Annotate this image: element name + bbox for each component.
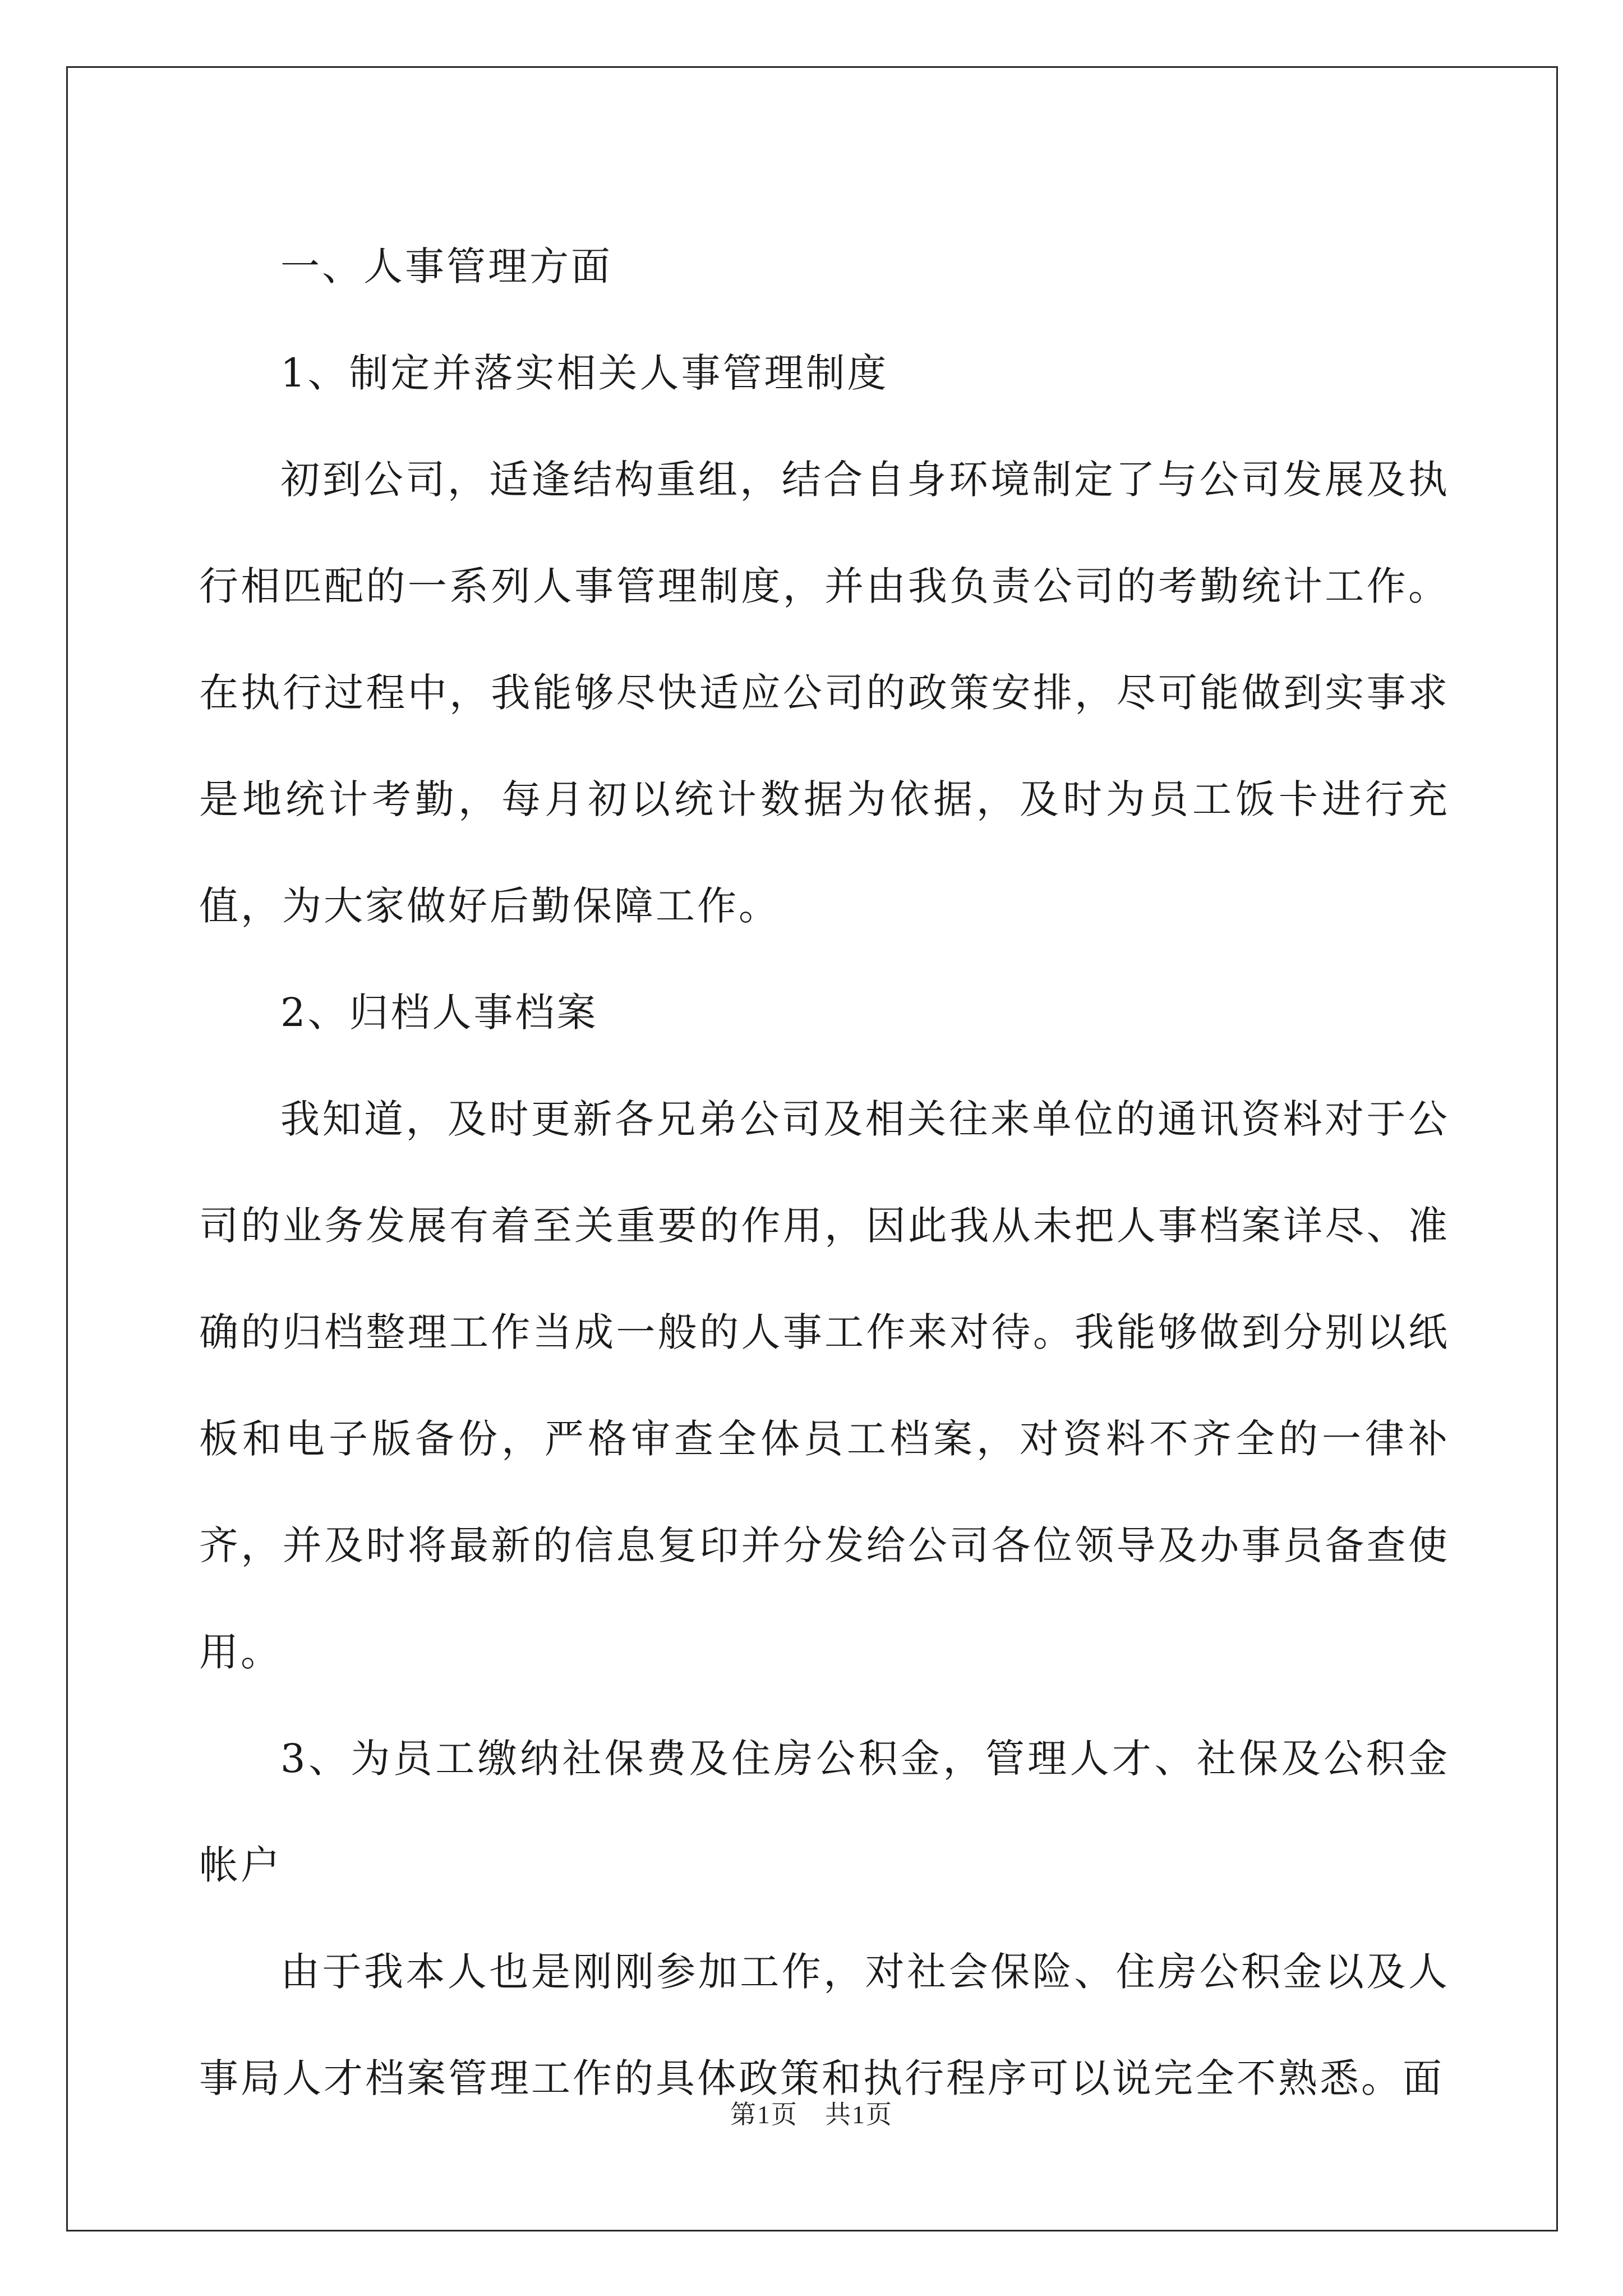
body-paragraph: 由于我本人也是刚刚参加工作，对社会保险、住房公积金以及人事局人才档案管理工作的具体政策和执行程序可以说完全不熟悉。面 <box>199 1949 1450 2101</box>
subsection-heading: 2、归档人事档案 <box>280 990 598 1036</box>
page-number: 第1页 <box>730 2100 798 2129</box>
subsection-heading: 3、为员工缴纳社保费及住房公积金，管理人才、社保及公积金帐户 <box>199 1736 1450 1888</box>
page-footer <box>0 2098 1623 2132</box>
subsection-heading: 1、制定并落实相关人事管理制度 <box>280 350 889 396</box>
body-paragraph: 初到公司，适逢结构重组，结合自身环境制定了与公司发展及执行相匹配的一系列人事管理制度，并由我负责公司的考勤统计工作。在执行过程中，我能够尽快适应公司的政策安排，尽可能做到实事求是地统计考勤，每月初以统计数据为依据，及时为员工饭卡进行充值，为大家做好后勤保障工作。 <box>199 457 1450 929</box>
section-heading: 一、人事管理方面 <box>280 243 612 289</box>
document-body <box>199 213 1450 2132</box>
page-total: 共1页 <box>825 2100 893 2129</box>
body-paragraph: 我知道，及时更新各兄弟公司及相关往来单位的通讯资料对于公司的业务发展有着至关重要的作用，因此我从未把人事档案详尽、准确的归档整理工作当成一般的人事工作来对待。我能够做到分别以纸板和电子版备份，严格审查全体员工档案，对资料不齐全的一律补齐，并及时将最新的信息复印并分发给公司各位领导及办事员备查使用。 <box>199 1096 1450 1675</box>
